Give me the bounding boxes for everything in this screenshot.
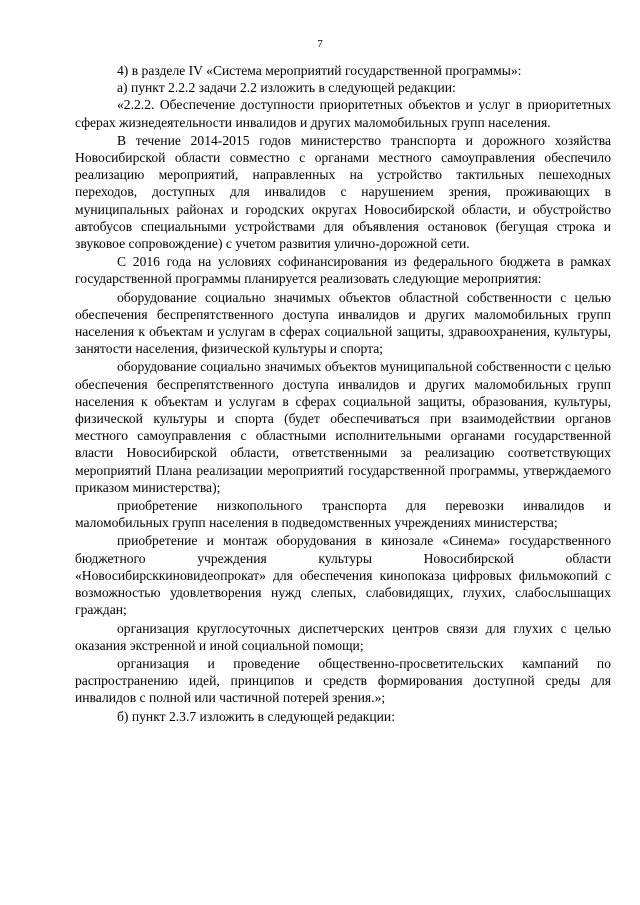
paragraph-low-floor-transport: приобретение низкопольного транспорта для перевозки инвалидов и маломобильных групп населения в подведомственных учреждениях министерства; <box>75 498 611 531</box>
paragraph-section-iv-heading: 4) в разделе IV «Система мероприятий государственной программы»: <box>117 63 522 78</box>
paragraph-2016-plans: С 2016 года на условиях софинансирования из федерального бюджета в рамках государственной программы планируется реализовать следующие мероприятия: <box>75 254 611 287</box>
paragraph-cinema-equipment: приобретение и монтаж оборудования в кинозале «Синема» государственного бюджетного учреждения культуры Новосибирской области «Новосибирсккиновидеопрокат» для обеспечения кинопоказа цифровых фильмокопий с возможностью удовлетворения нужд слепых, слабовидящих, глухих, слабослышащих граждан; <box>75 533 611 618</box>
paragraph-item-a: а) пункт 2.2.2 задачи 2.2 изложить в следующей редакции: <box>117 80 456 96</box>
paragraph-2-2-2-title: «2.2.2. Обеспечение доступности приоритетных объектов и услуг в приоритетных сферах жизнедеятельности инвалидов и других маломобильных групп населения. <box>75 97 611 130</box>
paragraph-awareness-campaigns: организация и проведение общественно-просветительских кампаний по распространению идей, принципов и средств формирования доступной среды для инвалидов с полной или частичной потерей зрения.»; <box>75 655 611 706</box>
document-body <box>75 62 611 725</box>
paragraph-regional-objects: оборудование социально значимых объектов областной собственности с целью обеспечения беспрепятственного доступа инвалидов и других маломобильных групп населения к объектам и услугам в сферах социальной защиты, здравоохранения, культуры, занятости населения, физической культуры и спорта; <box>75 289 611 357</box>
paragraph-municipal-objects: оборудование социально значимых объектов муниципальной собственности с целью обеспечения беспрепятственного доступа инвалидов и других маломобильных групп населения к объектам и услугам в сферах социальной защиты, образования, культуры, физической культуры и спорта (будет обеспечиваться при взаимодействии органов местного самоуправления с областными исполнительными органами государственной власти Новосибирской области, ответственными за реализацию соответствующих мероприятий Плана реализации мероприятий государственной программы, утверждаемого приказом министерства); <box>75 359 611 495</box>
paragraph-2014-2015: В течение 2014-2015 годов министерство транспорта и дорожного хозяйства Новосибирской области совместно с органами местного самоуправления обеспечило реализацию мероприятий, направленных на устройство тактильных пешеходных переходов, доступных для инвалидов с нарушением зрения, проживающих в муниципальных районах и городских округах Новосибирской области, и обустройство автобусов специальными устройствами для объявления остановок (бегущая строка и звуковое сопровождение) с учетом развития улично-дорожной сети. <box>75 132 611 252</box>
paragraph-dispatch-centers: организация круглосуточных диспетчерских центров связи для глухих с целью оказания экстренной и иной социальной помощи; <box>75 620 611 653</box>
page-number: 7 <box>317 38 323 50</box>
paragraph-item-b: б) пункт 2.3.7 изложить в следующей редакции: <box>117 708 395 724</box>
